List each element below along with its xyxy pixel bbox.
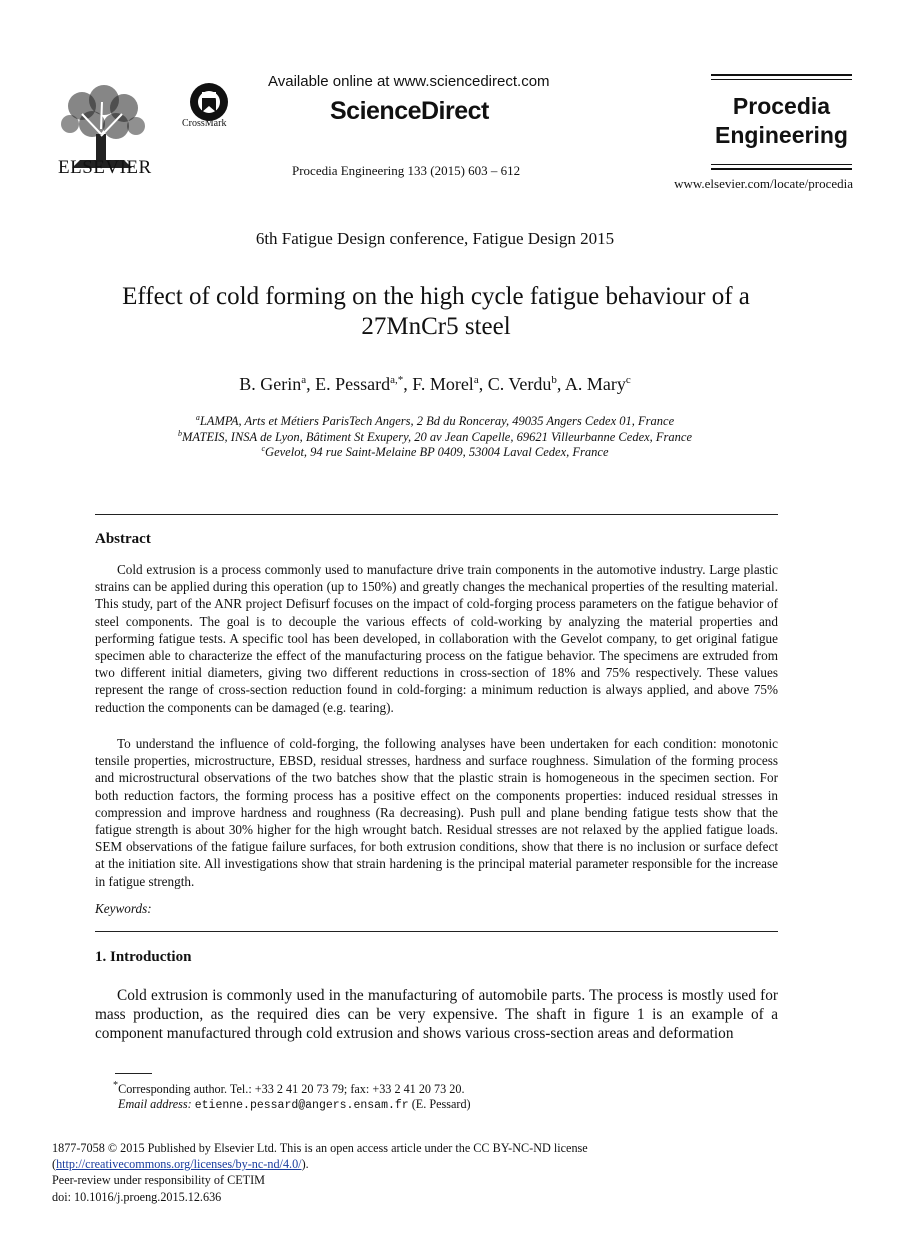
- doi[interactable]: doi: 10.1016/j.proeng.2015.12.636: [52, 1190, 222, 1204]
- author-list: [0, 374, 870, 395]
- affiliation: $^b$MATEIS, INSA de Lyon, Bâtiment St Exupery, 20 av Jean Capelle, 69621 Villeurbanne Cedex, France: [177, 429, 693, 445]
- author: F. Morel$^a$,: [412, 374, 488, 394]
- divider: [95, 514, 778, 515]
- divider: [95, 931, 778, 932]
- corresponding-author-note: *Corresponding author. Tel.: +33 2 41 20 73 79; fax: +33 2 41 20 73 20.: [113, 1080, 465, 1097]
- affiliation: $^a$LAMPA, Arts et Métiers ParisTech Angers, 2 Bd du Ronceray, 49035 Angers Cedex 01, France: [195, 413, 675, 429]
- license-url-line: (http://creativecommons.org/licenses/by-nc-nd/4.0/).: [52, 1157, 309, 1171]
- author: E. Pessard$^{a,*}$,: [315, 374, 413, 394]
- journal-box-rule: [711, 74, 852, 76]
- sciencedirect-logo-text: ScienceDirect: [330, 97, 489, 125]
- paper-title-line-2: 27MnCr5 steel: [361, 313, 511, 340]
- license-statement: 1877-7058 © 2015 Published by Elsevier Ltd. This is an open access article under the CC BY-NC-ND license: [52, 1141, 588, 1155]
- journal-url-link[interactable]: www.elsevier.com/locate/procedia: [674, 176, 853, 191]
- crossmark-label[interactable]: CrossMark: [182, 118, 227, 129]
- journal-reference: Procedia Engineering 133 (2015) 603 – 612: [292, 163, 521, 178]
- abstract-paragraph-1: Cold extrusion is a process commonly used to manufacture drive train components in the automotive industry. Large plastic strains can be applied during this operation (up to 150%) and greatly changes the mechanical properties of the resulting material. This study, part of the ANR project Defisurf focuses on the impact of cold-forging process parameters on the fatigue behavior of steel components. The goal is to decouple the various effects of cold-working by analyzing the material properties and performing fatigue tests. A specific tool has been developed, in collaboration with the Gevelot company, to get original fatigue specimen able to characterize the effect of the manufacturing process on the fatigue behavior. The specimens are extruded from two different initial diameters, giving two different reductions in cross-section of 18% and 75% respectively. These values represent the range of cross-section reduction found in cold-forging: a minimum reduction is always applied, and above 75% reduction the components can be damaged (e.g. tearing).: [95, 562, 778, 715]
- paper-title: [60, 282, 812, 342]
- email-note: Email address: etienne.pessard@angers.ensam.fr (E. Pessard): [118, 1097, 471, 1112]
- paper-title-line-1: Effect of cold forming on the high cycle fatigue behaviour of a: [122, 283, 750, 310]
- abstract-heading: Abstract: [95, 531, 151, 547]
- affiliation: $^c$Gevelot, 94 rue Saint-Melaine BP 0409, 53004 Laval Cedex, France: [261, 444, 609, 460]
- keywords-label: Keywords:: [95, 901, 152, 916]
- journal-box-rule: [711, 168, 852, 170]
- author: B. Gerin$^a$,: [239, 374, 316, 394]
- license-url-link[interactable]: http://creativecommons.org/licenses/by-nc-nd/4.0/: [56, 1157, 302, 1171]
- available-online-text: Available online at www.sciencedirect.com: [268, 73, 550, 90]
- journal-box-rule: [711, 79, 852, 80]
- author: A. Mary$^c$: [564, 374, 631, 394]
- journal-title-line-2: Engineering: [715, 122, 848, 148]
- peer-review-note: Peer-review under responsibility of CETIM: [52, 1173, 265, 1187]
- footnote-rule: [115, 1073, 152, 1074]
- journal-title: [711, 92, 852, 150]
- email-link[interactable]: etienne.pessard@angers.ensam.fr: [194, 1099, 409, 1112]
- conference-name: 6th Fatigue Design conference, Fatigue Design 2015: [255, 229, 615, 248]
- author: C. Verdu$^b$,: [487, 374, 565, 394]
- journal-title-line-1: Procedia: [732, 93, 831, 119]
- publisher-name: ELSEVIER: [58, 157, 152, 178]
- section-heading-introduction: 1. Introduction: [95, 949, 192, 965]
- introduction-paragraph: Cold extrusion is commonly used in the manufacturing of automobile parts. The process is mostly used for mass production, as the required dies can be very expensive. The shaft in figure 1 is an example of a component manufactured through cold extrusion and shows various cross-section areas and deformation: [95, 987, 778, 1042]
- journal-box-rule: [711, 164, 852, 165]
- abstract-paragraph-2: To understand the influence of cold-forging, the following analyses have been undertaken for each condition: monotonic tensile properties, microstructure, EBSD, residual stresses, hardness and surface roughness. Simulation of the forming process and microstructural observations of the two batches show that the plastic strain is homogeneous in the specimen section. For both reduction factors, the forming process has a positive effect on the components properties: induced residual stresses in compression and improve hardness and roughness (Ra decreasing). Push pull and plane bending fatigue tests show that the fatigue strength is about 30% higher for the high wrought batch. Residual stresses are not relaxed by the applied fatigue loads. SEM observations of the fatigue failure surfaces, for both extrusion conditions, show that there is no inclusion or surface defect at the initiation site. All investigations show that strain hardening is the principal material parameter responsible for the increase in fatigue strength.: [95, 736, 778, 889]
